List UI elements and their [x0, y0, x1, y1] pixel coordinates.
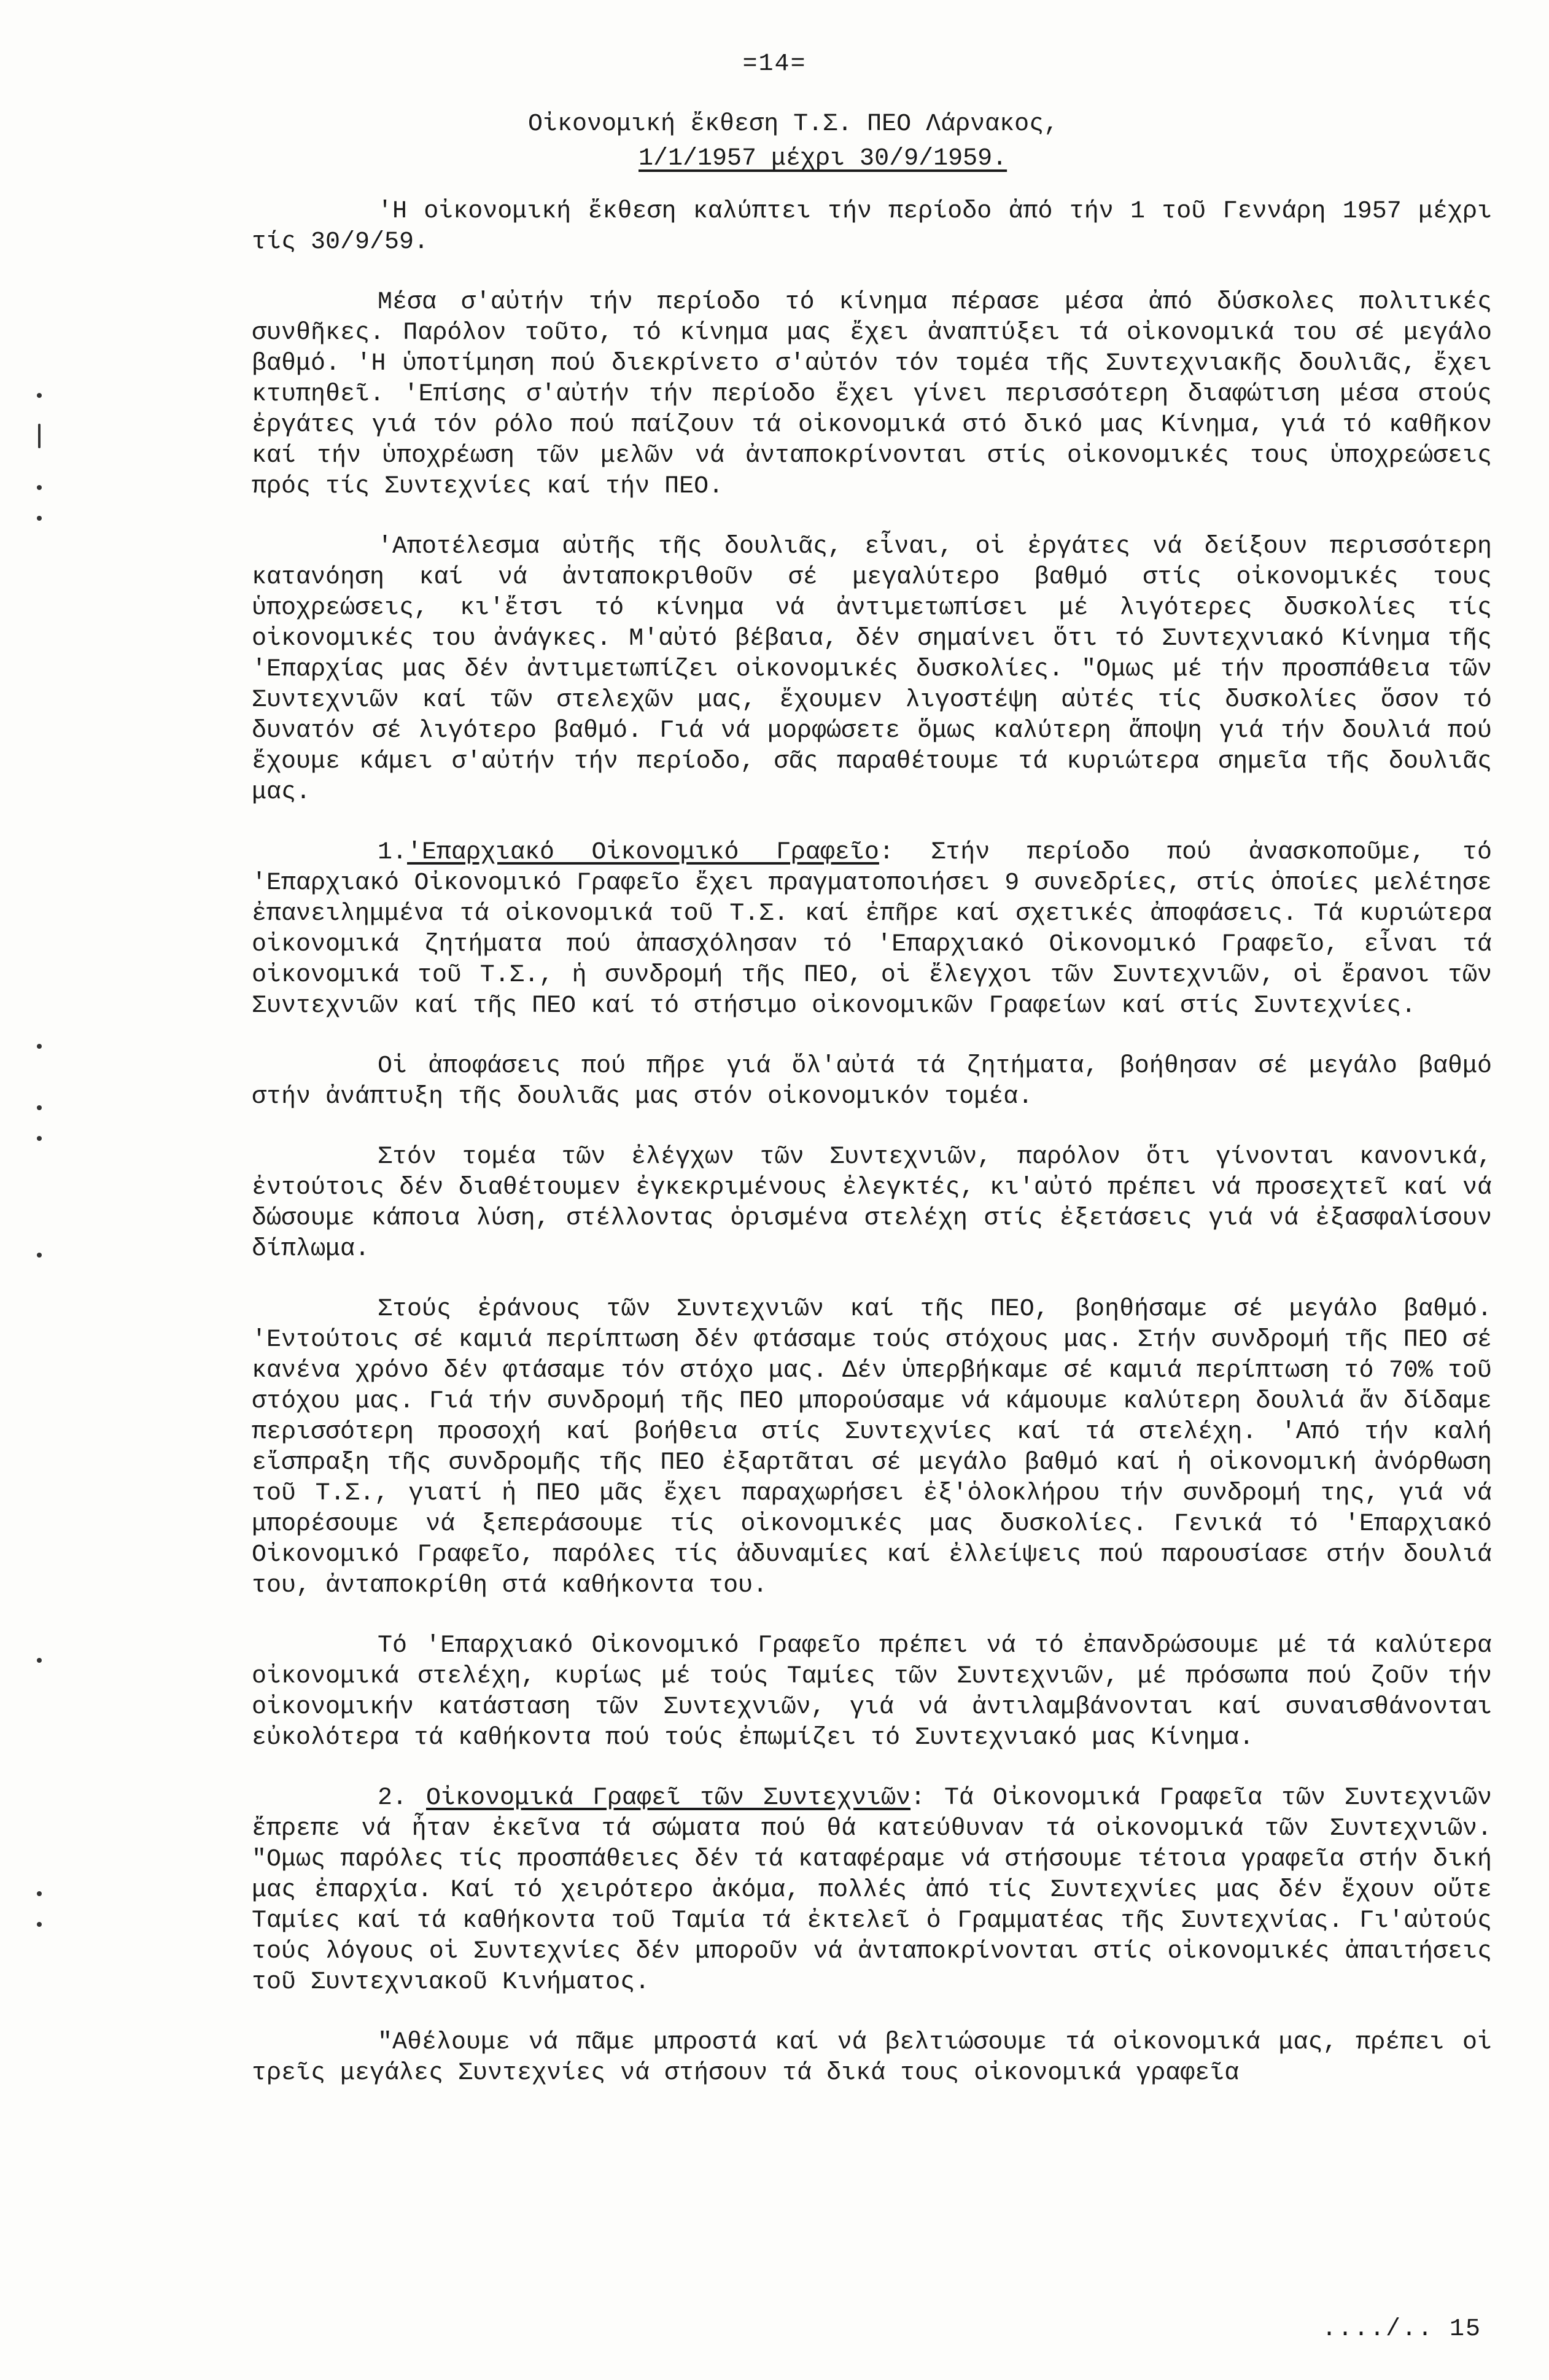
margin-mark: [37, 393, 42, 398]
margin-mark: [37, 516, 42, 521]
paragraph: Οἱ ἀποφάσεις πού πῆρε γιά ὅλ'αὐτά τά ζητήματα, βοήθησαν σέ μεγάλο βαθμό στήν ἀνάπτυξη τῆς δουλιᾶς μας στόν οἰκονομικόν τομέα.: [252, 1052, 1492, 1111]
margin-mark: [37, 1044, 42, 1049]
paragraph: Μέσα σ'αὐτήν τήν περίοδο τό κίνημα πέρασε μέσα ἀπό δύσκολες πολιτικές συνθῆκες. Παρόλον τοῦτο, τό κίνημα μας ἔχει ἀναπτύξει τά οἰκονομικά του σέ μεγάλο βαθμό. 'Η ὑποτίμηση πού διεκρίνετο σ'αὐτόν τόν τομέα τῆς Συντεχνιακῆς δουλιᾶς, ἔχει κτυπηθεῖ. 'Επίσης σ'αὐτήν τήν περίοδο ἔχει γίνει περισσότερη διαφώτιση μέσα στούς ἐργάτες γιά τόν ρόλο πού παίζουν τά οἰκονομικά στό δικό μας Κίνημα, γιά τό καθῆκον καί τήν ὑποχρέωση τῶν μελῶν νά ἀνταποκρίνονται στίς οἰκονομικές τους ὑποχρεώσεις πρός τίς Συντεχνίες καί τήν ΠΕΟ.: [252, 289, 1492, 500]
section-1-text: : Στήν περίοδο πού ἀνασκοποῦμε, τό 'Επαρχιακό Οἰκονομικό Γραφεῖο ἔχει πραγματοποιήσει 9 συνεδρίες, στίς ὁποίες μελέτησε ἐπανειλημμένα τά οἰκονομικά τοῦ Τ.Σ. καί ἐπῆρε καί σχετικές ἀποφάσεις. Τά κυριώτερα οἰκονομικά ζητήματα πού ἀπασχόλησαν τό 'Επαρχιακό Οἰκονομικό Γραφεῖο, εἶναι τά οἰκονομικά τοῦ Τ.Σ., ἡ συνδρομή τῆς ΠΕΟ, οἱ ἔλεγχοι τῶν Συντεχνιῶν, οἱ ἔρανοι τῶν Συντεχνιῶν καί τῆς ΠΕΟ καί τό στήσιμο οἰκονομικῶν Γραφείων καί στίς Συντεχνίες.: [252, 839, 1492, 1020]
margin-mark: [37, 1658, 42, 1663]
paragraph: 'Η οἰκονομική ἔκθεση καλύπτει τήν περίοδο ἀπό τήν 1 τοῦ Γεννάρη 1957 μέχρι τίς 30/9/59.: [252, 198, 1492, 256]
section-2-heading: Οἰκονομικά Γραφεῖ τῶν Συντεχνιῶν: [426, 1784, 911, 1812]
paragraph: Στόν τομέα τῶν ἐλέγχων τῶν Συντεχνιῶν, παρόλον ὅτι γίνονται κανονικά, ἐντούτοις δέν διαθέτουμεν ἐγκεκριμένους ἐλεγκτές, κι'αὐτό πρέπει νά προσεχτεῖ καί νά δώσουμε κάποια λύση, στέλλοντας ὁρισμένα στελέχη στίς ἐξετάσεις γιά νά ἐξασφαλίσουν δίπλωμα.: [252, 1143, 1492, 1263]
document-body: [252, 196, 1492, 2118]
margin-marks: [37, 0, 74, 2380]
section-1: [252, 838, 1492, 1022]
paragraph: Στούς ἐράνους τῶν Συντεχνιῶν καί τῆς ΠΕΟ, βοηθήσαμε σέ μεγάλο βαθμό. 'Εντούτοις σέ καμιά περίπτωση δέν φτάσαμε τούς στόχους μας. Στήν συνδρομή τῆς ΠΕΟ σέ κανένα χρόνο δέν φτάσαμε τόν στόχο μας. Δέν ὑπερβήκαμε σέ καμιά περίπτωση τό 70% τοῦ στόχου μας. Γιά τήν συνδρομή τῆς ΠΕΟ μπορούσαμε νά κάμουμε καλύτερη δουλιά ἄν δίδαμε περισσότερη προσοχή καί βοήθεια στίς Συντεχνίες καί τά στελέχη. 'Από τήν καλή εἴσπραξη τῆς συνδρομῆς τῆς ΠΕΟ ἐξαρτᾶται σέ μεγάλο βαθμό καί ἡ οἰκονομική ἀνόρθωση τοῦ Τ.Σ., γιατί ἡ ΠΕΟ μᾶς ἔχει παραχωρήσει ἐξ'ὁλοκλήρου τήν συνδρομή της, γιά νά μπορέσουμε νά ξεπεράσουμε τίς οἰκονομικές μας δυσκολίες. Γενικά τό 'Επαρχιακό Οἰκονομικό Γραφεῖο, παρόλες τίς ἀδυναμίες καί ἐλλείψεις πού παρουσίασε στήν δουλιά του, ἀνταποκρίθη στά καθήκοντα του.: [252, 1296, 1492, 1600]
margin-mark: [37, 1105, 42, 1110]
section-2-text: : Τά Οἰκονομικά Γραφεῖα τῶν Συντεχνιῶν ἔπρεπε νά ἦταν ἐκεῖνα τά σώματα πού θά κατεύθυναν τά οἰκονομικά τῶν Συντεχνιῶν. "Ομως παρόλες τίς προσπάθειες δέν τά καταφέραμε νά στήσουμε τέτοια γραφεῖα στήν δική μας ἐπαρχία. Καί τό χειρότερο ἀκόμα, πολλές ἀπό τίς Συντεχνίες μας δέν ἔχουν οὔτε Ταμίες καί τά καθήκοντα τοῦ Ταμία τά ἐκτελεῖ ὁ Γραμματέας τῆς Συντεχνίας. Γι'αὐτούς τούς λόγους οἱ Συντεχνίες δέν μποροῦν νά ἀνταποκρίνονται στίς οἰκονομικές ἀπαιτήσεις τοῦ Συντεχνιακοῦ Κινήματος.: [252, 1784, 1493, 1996]
title-line-1: Οἰκονομική ἔκθεση Τ.Σ. ΠΕΟ Λάρνακος,: [528, 111, 1059, 138]
section-2-number: 2.: [378, 1784, 408, 1812]
section-2: [252, 1783, 1492, 1998]
margin-mark: [37, 1891, 42, 1896]
margin-mark: [37, 485, 42, 490]
margin-mark: [37, 1253, 42, 1258]
paragraph: "Αθέλουμε νά πᾶμε μπροστά καί νά βελτιώσουμε τά οἰκονομικά μας, πρέπει οἱ τρεῖς μεγάλες Συντεχνίες νά στήσουν τά δικά τους οἰκονομικά γραφεῖα: [252, 2029, 1492, 2087]
margin-mark: [37, 1922, 42, 1927]
margin-mark: [38, 424, 41, 448]
paragraph: 'Αποτέλεσμα αὐτῆς τῆς δουλιᾶς, εἶναι, οἱ ἐργάτες νά δείξουν περισσότερη κατανόηση καί νά ἀνταποκριθοῦν σέ μεγαλύτερο βαθμό στίς οἰκονομικές τους ὑποχρεώσεις, κι'ἔτσι τό κίνημα νά ἀντιμετωπίσει μέ λιγότερες δυσκολίες τίς οἰκονομικές του ἀνάγκες. Μ'αὐτό βέβαια, δέν σημαίνει ὅτι τό Συντεχνιακό Κίνημα τῆς 'Επαρχίας μας δέν ἀντιμετωπίζει οἰκονομικές δυσκολίες. "Ομως μέ τήν προσπάθεια τῶν Συντεχνιῶν καί τῶν στελεχῶν μας, ἔχουμεν λιγοστέψη αὐτές τίς δυσκολίες ὅσον τό δυνατόν σέ λιγότερο βαθμό. Γιά νά μορφώσετε ὅμως καλύτερη ἄποψη γιά τήν δουλιά πού ἔχουμε κάμει σ'αὐτήν τήν περίοδο, σᾶς παραθέτουμε τά κυριώτερα σημεῖα τῆς δουλιᾶς μας.: [252, 533, 1492, 806]
document-title: [528, 107, 1265, 176]
continuation-footer: ..../.. 15: [1321, 2316, 1481, 2343]
page-number: =14=: [742, 50, 807, 78]
margin-mark: [37, 1136, 42, 1141]
section-1-number: 1.: [378, 839, 408, 866]
paragraph: Τό 'Επαρχιακό Οἰκονομικό Γραφεῖο πρέπει νά τό ἐπανδρώσουμε μέ τά καλύτερα οἰκονομικά στελέχη, κυρίως μέ τούς Ταμίες τῶν Συντεχνιῶν, μέ πρόσωπα πού ζοῦν τήν οἰκονομικήν κατάσταση τῶν Συντεχνιῶν, γιά νά ἀντιλαμβάνονται καί συναισθάνονται εὐκολότερα τά καθήκοντα πού τούς ἐπωμίζει τό Συντεχνιακό μας Κίνημα.: [252, 1632, 1492, 1752]
title-line-2: 1/1/1957 μέχρι 30/9/1959.: [639, 145, 1007, 173]
section-1-heading: 'Επαρχιακό Οἰκονομικό Γραφεῖο: [407, 839, 879, 866]
